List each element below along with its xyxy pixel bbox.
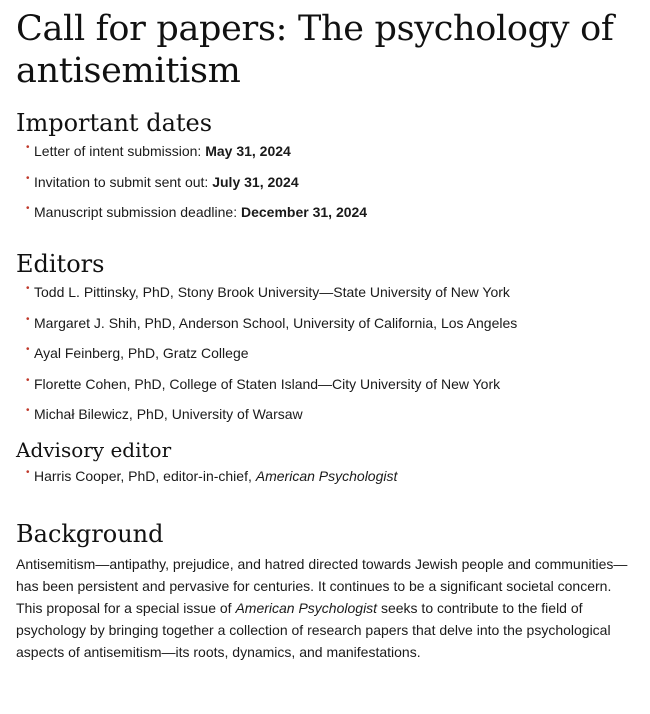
bullet-icon: • bbox=[26, 374, 30, 386]
advisory-editor-list bbox=[16, 467, 636, 485]
editors-heading: Editors bbox=[16, 250, 105, 278]
background-heading: Background bbox=[16, 520, 164, 548]
important-dates-list bbox=[16, 142, 636, 221]
editor-item bbox=[26, 283, 636, 301]
editor-name: Todd L. Pittinsky, PhD, Stony Brook University—State University of New York bbox=[34, 284, 510, 300]
editor-name: Ayal Feinberg, PhD, Gratz College bbox=[34, 345, 249, 361]
editor-item bbox=[26, 314, 636, 332]
bullet-icon: • bbox=[26, 313, 30, 325]
background-section bbox=[16, 519, 636, 663]
date-label: Invitation to submit sent out: bbox=[34, 173, 213, 190]
page-title: Call for papers: The psychology of antisemitism bbox=[16, 9, 614, 91]
background-text-part1: Antisemitism—antipathy, prejudice, and hatred directed towards Jewish people and communities—has been persistent and pervasive for centuries. It continues to be a significant societal concern. This proposal for a special issue of bbox=[16, 556, 628, 616]
editor-name: Michał Bilewicz, PhD, University of Warsaw bbox=[34, 406, 303, 422]
editor-name: Margaret J. Shih, PhD, Anderson School, University of California, Los Angeles bbox=[34, 314, 518, 331]
background-paragraph bbox=[16, 553, 636, 663]
bullet-icon: • bbox=[26, 172, 30, 184]
advisory-editor-section bbox=[16, 437, 636, 485]
date-item bbox=[26, 142, 636, 160]
important-dates-section bbox=[16, 108, 636, 221]
advisory-editor-item bbox=[26, 467, 636, 485]
editor-name: Florette Cohen, PhD, College of Staten Island—City University of New York bbox=[34, 375, 501, 392]
bullet-icon: • bbox=[26, 203, 30, 214]
editors-section bbox=[16, 249, 636, 423]
date-value: July 31, 2024 bbox=[212, 173, 299, 190]
background-text-part2: seeks to contribute to the field of psychology by bringing together a collection of research papers that delve into the psychological aspects of antisemitism—its roots, dynamics, and manifestations. bbox=[16, 600, 611, 660]
date-label: Manuscript submission deadline: bbox=[34, 204, 241, 220]
editor-item bbox=[26, 344, 636, 362]
date-item bbox=[26, 173, 636, 191]
journal-name: American Psychologist bbox=[235, 600, 378, 616]
date-value: May 31, 2024 bbox=[205, 143, 291, 159]
bullet-icon: • bbox=[26, 142, 30, 153]
editor-item bbox=[26, 375, 636, 393]
bullet-icon: • bbox=[26, 283, 30, 294]
editors-list bbox=[16, 283, 636, 423]
date-label: Letter of intent submission: bbox=[34, 143, 206, 159]
editor-item bbox=[26, 405, 636, 423]
advisory-editor-heading: Advisory editor bbox=[16, 438, 172, 462]
date-value: December 31, 2024 bbox=[241, 204, 368, 220]
date-item bbox=[26, 203, 636, 221]
bullet-icon: • bbox=[26, 405, 30, 416]
bullet-icon: • bbox=[26, 467, 30, 478]
advisory-editor-name: Harris Cooper, PhD, editor-in-chief, bbox=[34, 468, 256, 484]
bullet-icon: • bbox=[26, 344, 30, 355]
important-dates-heading: Important dates bbox=[16, 109, 213, 137]
journal-name: American Psychologist bbox=[255, 468, 398, 484]
